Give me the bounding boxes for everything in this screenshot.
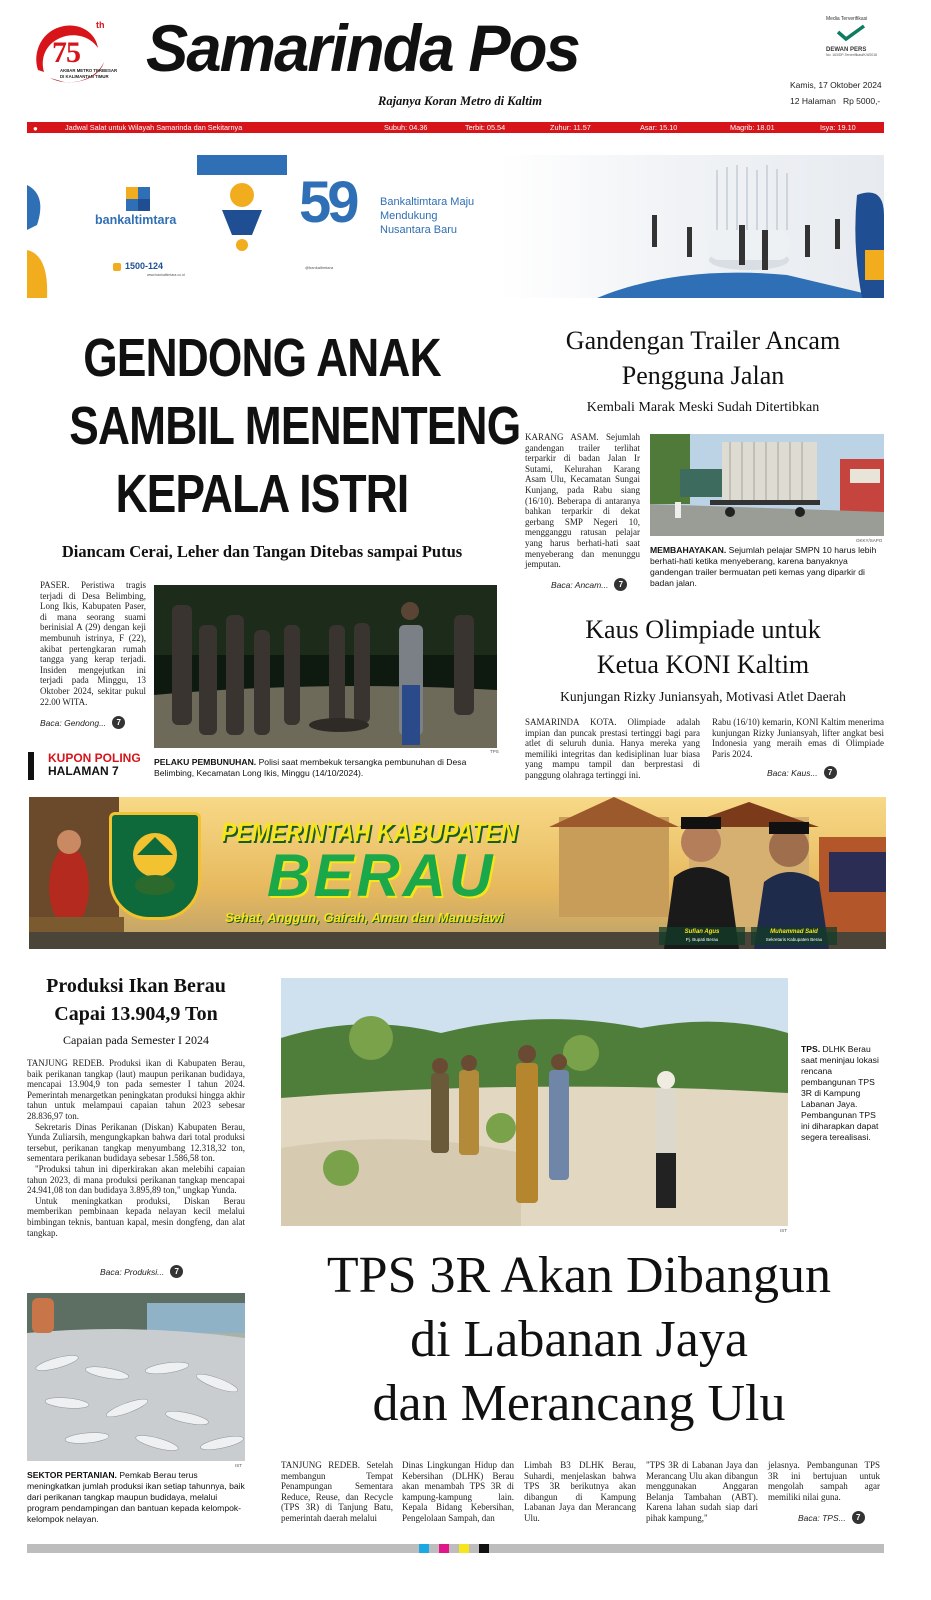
berau-person1-title: Pj. Bupati Berau — [685, 937, 719, 942]
anniversary-number: 75 — [52, 36, 80, 69]
koni-headline — [518, 612, 888, 682]
tps-col4: "TPS 3R di Labanan Jaya dan Merancang Ulu akan dibangun menggunakan Anggaran Belanja Tambahan (ABT). Karena lahan sudah siap dari pihak kampung," — [646, 1460, 758, 1523]
issue-price: Rp 5000,- — [842, 96, 881, 106]
kupon-poling[interactable] — [28, 752, 141, 780]
fish-story-continue[interactable] — [100, 1265, 183, 1278]
tps-col3: Limbah B3 DLHK Berau, Suhardi, menjelaskan bahwa TPS 3R berikutnya akan dibangun di Kampung Labanan Jaya dan Merancang Ulu. — [524, 1460, 636, 1523]
main-story-continue-page: 7 — [112, 716, 125, 729]
berau-ad-banner[interactable] — [29, 797, 886, 949]
main-subhead: Diancam Cerai, Leher dan Tangan Ditebas sampai Putus — [61, 542, 463, 561]
masthead-tagline: Rajanya Koran Metro di Kaltim — [378, 94, 542, 108]
trailer-container-street-image — [650, 434, 884, 536]
koni-continue-label: Baca: Kaus... — [767, 767, 818, 778]
fish-photo-caption-bold: SEKTOR PERTANIAN. — [27, 1470, 117, 1480]
fish-continue-page: 7 — [170, 1265, 183, 1278]
prayer-times-bar — [27, 122, 884, 133]
press-registration: No: 163/DP-Terverifikasi/K/II/2018 — [826, 53, 878, 57]
prayer-isya: Isya: 19.10 — [820, 123, 856, 132]
koni-headline-line2: Ketua KONI Kaltim — [596, 650, 810, 679]
tps-headline — [270, 1244, 888, 1436]
trailer-photo-caption-bold: MEMBAHAYAKAN. — [650, 545, 727, 555]
tps-col5: jelasnya. Pembangunan TPS 3R ini bertujuan untuk mengolah sampah agar memiliki nilai guna. — [768, 1460, 880, 1502]
main-story-continue[interactable] — [40, 716, 125, 729]
fish-headline-line2: Capai 13.904,9 Ton — [54, 1003, 218, 1025]
anniversary-suffix: th — [96, 20, 105, 30]
berau-ad-slogan: Sehat, Anggun, Gairah, Aman dan Manusiawi — [225, 910, 504, 925]
fish-harvest-image — [27, 1293, 245, 1461]
tps-photo-credit: IST — [780, 1228, 788, 1233]
prayer-terbit: Terbit: 05.54 — [465, 123, 506, 132]
bank-slogan-line3: Nusantara Baru — [380, 224, 458, 236]
color-swatch-magenta — [439, 1544, 449, 1553]
issue-pages: 12 Halaman — [790, 96, 836, 106]
berau-crest-icon — [112, 815, 198, 917]
berau-person1-name: Sufian Agus — [684, 929, 720, 935]
main-headline — [27, 324, 521, 528]
tps-col1: TANJUNG REDEB. Setelah membangun Tempat Penampungan Sementara Reduce, Reuse, dan Recycle (TPS 3R) di Tanjung Batu, pemerintah daerah melalui — [281, 1460, 393, 1523]
issue-pages-price — [790, 96, 880, 106]
color-swatch-yellow — [459, 1544, 469, 1553]
koni-headline-line1: Kaus Olimpiade untuk — [585, 615, 821, 644]
tps-photo — [281, 978, 788, 1226]
main-headline-line2: SAMBIL MENENTENG — [69, 396, 521, 456]
trailer-headline — [518, 323, 888, 393]
main-photo-caption-text: Polisi saat membekuk tersangka pembunuhan di Desa Belimbing, Kecamatan Long Ikis, Minggu (14/10/2024). — [154, 757, 467, 778]
trailer-photo-credit: OKKY/SAPO — [856, 538, 883, 543]
trailer-continue-page: 7 — [614, 578, 627, 591]
fish-para3: "Produksi tahun ini diperkirakan akan melebihi capaian tahun 2023, di mana produksi perikanan tangkap mencapai 24.941,08 ton dan budidaya 3.895,89 ton," ungkap Yunda. — [27, 1163, 245, 1196]
color-swatch-cyan — [419, 1544, 429, 1553]
main-story-body: PASER. Peristiwa tragis terjadi di Desa Belimbing, Long Ikis, Kabupaten Paser, di mana seorang suami berinisial A (29) dengan keji membunuh istrinya, F (22), akibat pertengkaran rumah tangga yang kerap terjadi. Insiden mengejutkan ini terjadi pada Minggu, 13 Oktober 2024, sekitar pukul 22.00 WITA. — [40, 580, 146, 707]
anniversary-line2: DI KALIMANTAN TIMUR — [60, 74, 109, 79]
tps-side-caption-text: DLHK Berau saat meninjau lokasi rencana pembangunan TPS 3R di Kampung Labanan Jaya. Pembangunan TPS ini diharapkan dapat segera terealisasi. — [801, 1044, 879, 1142]
kupon-line1: KUPON POLING — [48, 751, 141, 765]
press-verification — [826, 16, 906, 57]
tps-site-visit-image — [281, 978, 788, 1226]
prayer-bar-label: Jadwal Salat untuk Wilayah Samarinda dan Sekitarnya — [65, 123, 243, 132]
tps-headline-line2: di Labanan Jaya — [410, 1311, 748, 1368]
verified-label: Media Terverifikasi — [826, 16, 868, 22]
trailer-photo-caption-text: Sejumlah pelajar SMPN 10 harus lebih berhati-hati ketika menyeberang, karena banyaknya gandengan trailer bermuatan peti kemas yang diparkir di badan jalan. — [650, 545, 877, 588]
berau-person1 — [659, 927, 745, 945]
tps-side-caption-bold: TPS. — [801, 1044, 821, 1054]
tps-continue-page: 7 — [852, 1511, 865, 1524]
berau-person2-name: Muhammad Said — [770, 929, 818, 935]
koni-body-col1: SAMARINDA KOTA. Olimpiade adalah impian dan puncak prestasi tertinggi bagi para atlet di seluruh dunia. Hanya mereka yang memiliki integritas dan kedisiplinan luar biasa yang mampu tampil dan berprestasi di panggung olahraga tertinggi ini. — [525, 717, 700, 780]
tps-headline-line3: dan Merancang Ulu — [372, 1375, 786, 1432]
phone-icon — [113, 263, 121, 271]
berau-person2-title: Sekretaris Kabupaten Berau — [765, 937, 823, 942]
fish-photo-credit: IST — [235, 1463, 243, 1468]
main-photo-credit: TPS — [490, 749, 499, 754]
masthead-title: Samarinda Pos — [146, 11, 579, 85]
trailer-subhead: Kembali Marak Meski Sudah Ditertibkan — [586, 400, 820, 415]
press-council: DEWAN PERS — [826, 47, 867, 53]
trailer-photo — [650, 434, 884, 536]
mosque-icon: ● — [33, 124, 38, 133]
bank-ad-banner[interactable] — [27, 155, 884, 298]
berau-ad-line1: PEMERINTAH KABUPATEN — [221, 817, 518, 847]
tps-story-continue[interactable] — [798, 1511, 865, 1524]
fish-para1: TANJUNG REDEB. Produksi ikan di Kabupaten Berau, baik perikanan tangkap (laut) maupun perikanan budidaya, mencapai 13.904,9 ton pada semester I tahun 2024. Pemerintah menargetkan peningkatan produksi hingga akhir tahun untuk melampaui capaian tahun 2023 sebesar 28.836,97 ton. — [27, 1058, 245, 1121]
trailer-headline-line1: Gandengan Trailer Ancam — [565, 326, 841, 355]
tps-side-caption — [801, 1044, 879, 1143]
prayer-subuh: Subuh: 04.36 — [384, 123, 428, 132]
fish-para4: Untuk meningkatkan produksi, Diskan Berau memberikan pembinaan kepada nelayan kecil melalui bimbingan teknis, bantuan kapal, mesin dongfeng, dan alat tangkap. — [27, 1195, 245, 1238]
anniversary-logo — [30, 18, 120, 90]
issue-date: Kamis, 17 Oktober 2024 — [790, 80, 882, 90]
fish-continue-label: Baca: Produksi... — [100, 1266, 165, 1277]
bank-phone: 1500-124 — [125, 261, 164, 271]
bank-slogan — [380, 195, 474, 237]
prayer-magrib: Magrib: 18.01 — [730, 123, 775, 132]
prayer-zuhur: Zuhur: 11.57 — [550, 123, 591, 132]
main-headline-line1: GENDONG ANAK — [83, 328, 441, 388]
fish-subhead: Capaian pada Semester I 2024 — [63, 1033, 209, 1047]
berau-person2 — [751, 927, 837, 945]
koni-body-col2: Rabu (16/10) kemarin, KONI Kaltim menerima kunjungan Rizky Juniansyah, lifter angkat besi Indonesia yang meraih emas di Olimpiade Paris 2024. — [712, 717, 884, 759]
trailer-story-body: KARANG ASAM. Sejumlah gandengan trailer terlihat terparkir di badan Jalan Ir Sutami, Kelurahan Karang Asam Ulu, Kecamatan Sungai Kunjang, pada Rabu siang (16/10). Beberapa di antaranya bahkan terparkir di dekat gerbang SMP Negeri 10, mengganggu ratusan pelajar yang harus berhati-hati saat menyeberang dan menunggu jemputan. — [525, 432, 640, 570]
koni-story-continue[interactable] — [767, 766, 837, 779]
main-story-continue-label: Baca: Gendong... — [40, 717, 107, 728]
main-photo-caption — [154, 757, 497, 779]
fish-photo — [27, 1293, 245, 1461]
fish-headline-line1: Produksi Ikan Berau — [46, 975, 226, 997]
kupon-line2: HALAMAN 7 — [48, 764, 119, 778]
berau-emblem — [109, 812, 201, 920]
bank-slogan-line2: Mendukung — [380, 210, 438, 222]
bank-logo-icon — [122, 183, 154, 215]
trailer-headline-line2: Pengguna Jalan — [621, 361, 785, 390]
fish-photo-caption-text: Pemkab Berau terus meningkatkan jumlah produksi ikan setiap tahunnya, baik dari perikanan tangkap maupun budidaya, melalui program pendampingan dan bantuan kepada kelompok-kelompok nelayan. — [27, 1470, 245, 1524]
prayer-asar: Asar: 15.10 — [640, 123, 678, 132]
tps-col2: Dinas Lingkungan Hidup dan Kebersihan (DLHK) Berau akan menambah TPS 3R di kampung-kampung lain. Kepala Bidang Kebersihan, Pengelolaan Sampah, dan — [402, 1460, 514, 1523]
tps-headline-line1: TPS 3R Akan Dibangun — [326, 1247, 832, 1304]
color-swatch-black — [479, 1544, 489, 1553]
fish-photo-caption — [27, 1470, 245, 1525]
fish-story-body — [27, 1058, 245, 1238]
trailer-story-continue[interactable] — [551, 578, 627, 591]
main-photo-caption-bold: PELAKU PEMBUNUHAN. — [154, 757, 257, 767]
koni-subhead: Kunjungan Rizky Juniansyah, Motivasi Atlet Daerah — [560, 689, 846, 704]
bank-website: www.bankaltimtara.co.id — [147, 273, 185, 277]
fish-para2: Sekretaris Dinas Perikanan (Diskan) Kabupaten Berau, Yunda Zuliarsih, mengungkapkan bahwa dari total produksi tersebut, perikanan tangkap menyumbang 12.318,32 ton, sementara perikanan budidaya sebesar 1.586,58 ton. — [27, 1121, 245, 1164]
tps-continue-label: Baca: TPS... — [798, 1512, 846, 1523]
bank-slogan-line1: Bankaltimtara Maju — [380, 196, 475, 208]
koni-continue-page: 7 — [824, 766, 837, 779]
trailer-photo-caption — [650, 545, 884, 589]
main-story-photo — [154, 585, 497, 748]
night-arrest-scene-image — [154, 585, 497, 748]
checkmark-icon — [836, 24, 866, 42]
bank-brand: bankaltimtara — [95, 213, 177, 227]
fish-headline — [27, 972, 245, 1028]
berau-ad-line2: BERAU — [267, 842, 496, 909]
print-color-bar — [27, 1544, 884, 1553]
trailer-continue-label: Baca: Ancam... — [551, 579, 609, 590]
bank-anniversary: 59 — [299, 170, 356, 235]
main-headline-line3: KEPALA ISTRI — [115, 464, 409, 524]
bank-social: @bankaltimtara — [305, 265, 334, 270]
anniversary-line1: AKBAR METRO TERBESAR — [60, 68, 118, 73]
